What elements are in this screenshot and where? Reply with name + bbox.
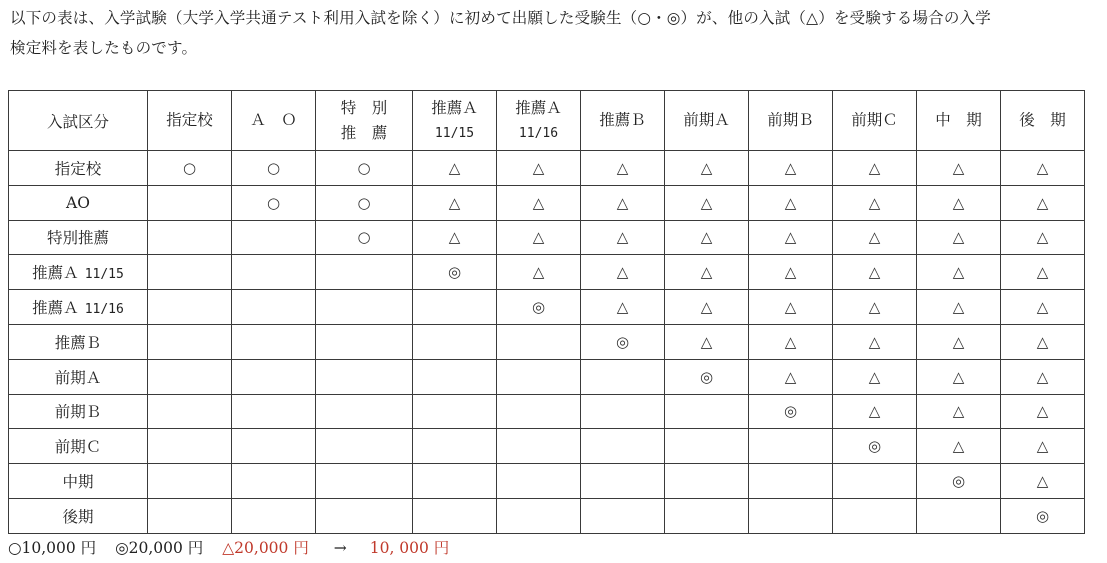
table-cell	[497, 359, 581, 394]
column-header	[833, 91, 917, 151]
table-cell	[1001, 498, 1085, 533]
column-header-line1: 指定校	[166, 111, 213, 129]
column-header-line1: 前期Ａ	[683, 111, 730, 129]
fee-mark: △	[952, 193, 965, 212]
fee-mark: △	[784, 193, 797, 212]
table-cell	[917, 464, 1001, 499]
column-header	[749, 91, 833, 151]
table-cell	[497, 220, 581, 255]
legend-arrow: →	[333, 539, 347, 557]
row-header-label: 後期	[62, 507, 94, 526]
table-cell	[148, 151, 232, 186]
row-header	[9, 394, 148, 429]
column-header-line1: 推薦Ｂ	[599, 111, 646, 129]
fee-mark: ◎	[867, 437, 882, 456]
table-cell	[497, 185, 581, 220]
table-row	[9, 498, 1085, 533]
table-cell	[749, 220, 833, 255]
row-header-label: 前期Ａ	[54, 368, 102, 387]
fee-mark: △	[532, 158, 545, 177]
column-header-line1: 推薦Ａ	[515, 98, 562, 117]
table-cell	[665, 324, 749, 359]
fee-mark: △	[868, 402, 881, 421]
table-cell	[232, 255, 316, 290]
row-header-label: 特別推薦	[46, 229, 109, 248]
row-header	[9, 255, 148, 290]
table-cell	[1001, 359, 1085, 394]
column-header	[232, 91, 316, 151]
fee-mark: △	[1036, 298, 1049, 317]
table-cell	[148, 498, 232, 533]
table-cell	[316, 394, 413, 429]
fee-mark: △	[784, 332, 797, 351]
fee-mark: ○	[266, 158, 281, 177]
table-cell	[148, 220, 232, 255]
column-header	[497, 91, 581, 151]
fee-mark: △	[1036, 367, 1049, 386]
table-cell	[316, 185, 413, 220]
table-cell	[316, 220, 413, 255]
table-cell	[665, 220, 749, 255]
table-cell	[148, 324, 232, 359]
table-cell	[497, 255, 581, 290]
table-cell	[917, 255, 1001, 290]
table-cell	[497, 429, 581, 464]
table-cell	[917, 290, 1001, 325]
legend-triangle-new: 10, 000 円	[369, 539, 450, 557]
table-cell	[833, 464, 917, 499]
table-cell	[316, 151, 413, 186]
fee-mark: △	[532, 263, 545, 282]
table-cell	[232, 151, 316, 186]
fee-mark: △	[616, 158, 629, 177]
fee-mark: ◎	[615, 332, 630, 351]
column-header-line2: 推 薦	[340, 123, 388, 142]
row-header-label: 推薦Ａ	[32, 299, 79, 318]
fee-mark: △	[1036, 332, 1049, 351]
fee-mark: △	[700, 332, 713, 351]
fee-mark: △	[448, 228, 461, 247]
table-cell	[148, 255, 232, 290]
table-cell	[148, 359, 232, 394]
table-cell	[316, 429, 413, 464]
fee-legend	[8, 536, 463, 560]
table-cell	[917, 151, 1001, 186]
table-row	[9, 220, 1085, 255]
table-row	[9, 255, 1085, 290]
table-cell	[497, 324, 581, 359]
table-cell	[665, 185, 749, 220]
column-header	[665, 91, 749, 151]
table-cell	[316, 290, 413, 325]
table-cell	[917, 429, 1001, 464]
table-row	[9, 185, 1085, 220]
table-cell	[833, 151, 917, 186]
row-header	[9, 290, 148, 325]
table-cell	[749, 290, 833, 325]
intro-line-2: 検定料を表したものです。	[10, 39, 198, 57]
table-cell	[917, 185, 1001, 220]
table-cell	[749, 359, 833, 394]
fee-mark: ○	[182, 158, 197, 177]
table-cell	[232, 185, 316, 220]
fee-mark: ○	[357, 158, 371, 177]
row-header-label: 推薦Ｂ	[54, 333, 102, 352]
table-cell	[581, 151, 665, 186]
table-cell	[917, 220, 1001, 255]
fee-mark: ◎	[531, 298, 546, 317]
table-cell	[581, 290, 665, 325]
table-cell	[413, 290, 497, 325]
table-row	[9, 290, 1085, 325]
table-cell	[917, 394, 1001, 429]
table-cell	[497, 464, 581, 499]
row-header	[9, 464, 148, 499]
table-cell	[581, 185, 665, 220]
table-cell	[833, 429, 917, 464]
table-cell	[232, 290, 316, 325]
fee-mark: △	[952, 298, 965, 317]
table-cell	[581, 255, 665, 290]
fee-mark: △	[448, 193, 461, 212]
fee-mark: △	[868, 193, 881, 212]
table-cell	[413, 255, 497, 290]
table-cell	[413, 151, 497, 186]
table-cell	[148, 464, 232, 499]
fee-mark: ◎	[1035, 506, 1050, 525]
table-row	[9, 394, 1085, 429]
fee-mark: △	[1036, 437, 1049, 456]
table-cell	[665, 359, 749, 394]
fee-mark: ○	[357, 193, 371, 212]
intro-text	[10, 3, 1102, 63]
fee-mark: △	[532, 228, 545, 247]
table-cell	[1001, 220, 1085, 255]
table-cell	[749, 324, 833, 359]
fee-mark: △	[1036, 158, 1049, 177]
fee-mark: ○	[357, 228, 371, 247]
table-cell	[917, 324, 1001, 359]
table-cell	[749, 429, 833, 464]
table-cell	[665, 394, 749, 429]
table-cell	[316, 324, 413, 359]
table-cell	[497, 498, 581, 533]
fee-mark: △	[532, 193, 545, 212]
fee-mark: △	[784, 263, 797, 282]
table-cell	[316, 359, 413, 394]
row-header-label: 前期Ｃ	[54, 438, 102, 457]
row-header-label: 中期	[62, 473, 94, 492]
fee-mark: △	[616, 193, 629, 212]
fee-mark: △	[700, 193, 713, 212]
legend-triangle-old: △20,000 円	[222, 539, 309, 557]
table-cell	[148, 429, 232, 464]
row-header	[9, 220, 148, 255]
column-header-line2: 11/16	[518, 125, 559, 141]
column-header-line1: Ａ Ｏ	[250, 111, 297, 129]
table-cell	[833, 220, 917, 255]
fee-mark: ◎	[783, 402, 798, 421]
legend-circle: ○10,000 円	[8, 539, 97, 557]
fee-mark: △	[700, 298, 713, 317]
table-cell	[1001, 151, 1085, 186]
fee-mark: △	[868, 263, 881, 282]
row-header	[9, 359, 148, 394]
table-cell	[413, 394, 497, 429]
fee-mark: △	[868, 228, 881, 247]
table-cell	[1001, 394, 1085, 429]
row-header	[9, 429, 148, 464]
column-header	[413, 91, 497, 151]
column-header-line1: 後 期	[1019, 111, 1066, 129]
fee-mark: △	[784, 367, 797, 386]
table-row	[9, 151, 1085, 186]
table-cell	[749, 151, 833, 186]
fee-mark: △	[952, 367, 965, 386]
fee-mark: △	[952, 437, 965, 456]
table-cell	[581, 464, 665, 499]
table-cell	[665, 151, 749, 186]
entrance-fee-table	[8, 90, 1085, 534]
row-header-sublabel: 11/15	[84, 267, 124, 283]
row-header	[9, 498, 148, 533]
table-cell	[665, 464, 749, 499]
table-cell	[833, 498, 917, 533]
table-cell	[148, 394, 232, 429]
table-cell	[833, 324, 917, 359]
table-cell	[413, 359, 497, 394]
fee-mark: △	[1036, 193, 1049, 212]
table-cell	[1001, 290, 1085, 325]
row-header-label: 指定校	[54, 159, 102, 178]
table-row	[9, 324, 1085, 359]
column-header-line2: 11/15	[434, 125, 475, 141]
column-header-line1: 特 別	[340, 98, 388, 117]
table-cell	[413, 464, 497, 499]
row-header-sublabel: 11/16	[84, 302, 124, 318]
table-cell	[497, 151, 581, 186]
table-cell	[665, 290, 749, 325]
table-cell	[316, 464, 413, 499]
row-header	[9, 151, 148, 186]
table-cell	[148, 290, 232, 325]
table-cell	[413, 185, 497, 220]
table-cell	[497, 394, 581, 429]
fee-mark: △	[616, 228, 629, 247]
fee-mark: △	[1036, 263, 1049, 282]
table-cell	[833, 185, 917, 220]
table-cell	[232, 394, 316, 429]
table-cell	[1001, 464, 1085, 499]
table-cell	[833, 394, 917, 429]
fee-mark: △	[868, 298, 881, 317]
table-cell	[1001, 255, 1085, 290]
fee-mark: △	[616, 298, 629, 317]
fee-mark: ◎	[699, 367, 714, 386]
table-cell	[148, 185, 232, 220]
table-cell	[413, 324, 497, 359]
table-cell	[497, 290, 581, 325]
fee-mark: △	[1036, 402, 1049, 421]
table-cell	[749, 255, 833, 290]
table-row	[9, 464, 1085, 499]
fee-mark: △	[784, 298, 797, 317]
table-cell	[749, 394, 833, 429]
table-cell	[581, 498, 665, 533]
table-cell	[665, 429, 749, 464]
row-header-label: 推薦Ａ	[32, 264, 79, 283]
table-cell	[581, 394, 665, 429]
fee-mark: △	[868, 332, 881, 351]
row-header	[9, 185, 148, 220]
intro-line-1: 以下の表は、入学試験（大学入学共通テスト利用入試を除く）に初めて出願した受験生（○・◎）が、他の入試（△）を受験する場合の入学	[10, 9, 991, 27]
table-cell	[749, 185, 833, 220]
column-header	[917, 91, 1001, 151]
fee-mark: △	[784, 228, 797, 247]
table-cell	[665, 498, 749, 533]
table-header-row	[9, 91, 1085, 151]
row-header-label: 前期Ｂ	[54, 403, 102, 422]
table-cell	[581, 359, 665, 394]
fee-mark: ◎	[447, 263, 462, 282]
fee-mark: △	[448, 158, 461, 177]
table-cell	[917, 498, 1001, 533]
table-cell	[917, 359, 1001, 394]
fee-mark: △	[700, 228, 713, 247]
table-cell	[581, 324, 665, 359]
table-cell	[833, 290, 917, 325]
table-cell	[1001, 324, 1085, 359]
fee-mark: ◎	[951, 472, 966, 491]
legend-double-circle: ◎20,000 円	[115, 539, 204, 557]
fee-mark: △	[868, 158, 881, 177]
fee-mark: △	[700, 263, 713, 282]
column-header	[316, 91, 413, 151]
fee-mark: △	[952, 402, 965, 421]
table-cell	[413, 498, 497, 533]
table-cell	[232, 464, 316, 499]
table-cell	[232, 429, 316, 464]
table-cell	[665, 255, 749, 290]
fee-mark: △	[952, 228, 965, 247]
table-cell	[232, 359, 316, 394]
table-cell	[232, 220, 316, 255]
fee-mark: △	[700, 158, 713, 177]
fee-mark: △	[1036, 228, 1049, 247]
column-header-line1: 前期Ｂ	[767, 111, 814, 129]
table-cell	[1001, 429, 1085, 464]
table-cell	[1001, 185, 1085, 220]
corner-header: 入試区分	[9, 91, 148, 151]
column-header-line1: 中 期	[935, 111, 982, 129]
row-header	[9, 324, 148, 359]
fee-mark: △	[952, 158, 965, 177]
table-cell	[833, 359, 917, 394]
fee-mark: △	[784, 158, 797, 177]
fee-mark: △	[616, 263, 629, 282]
table-cell	[316, 498, 413, 533]
row-header-label: AO	[66, 193, 90, 212]
fee-mark: △	[1036, 472, 1049, 491]
table-cell	[413, 220, 497, 255]
fee-mark: △	[868, 367, 881, 386]
table-cell	[413, 429, 497, 464]
table-cell	[232, 324, 316, 359]
column-header-line1: 前期Ｃ	[851, 111, 898, 129]
table-row	[9, 429, 1085, 464]
table-cell	[232, 498, 316, 533]
table-cell	[749, 498, 833, 533]
fee-mark: △	[952, 263, 965, 282]
table-cell	[833, 255, 917, 290]
fee-mark: △	[952, 332, 965, 351]
fee-mark: ○	[266, 193, 281, 212]
table-row	[9, 359, 1085, 394]
table-cell	[316, 255, 413, 290]
column-header	[1001, 91, 1085, 151]
table-cell	[749, 464, 833, 499]
table-cell	[581, 429, 665, 464]
table-cell	[581, 220, 665, 255]
column-header-line1: 推薦Ａ	[431, 98, 478, 117]
column-header	[581, 91, 665, 151]
column-header	[148, 91, 232, 151]
